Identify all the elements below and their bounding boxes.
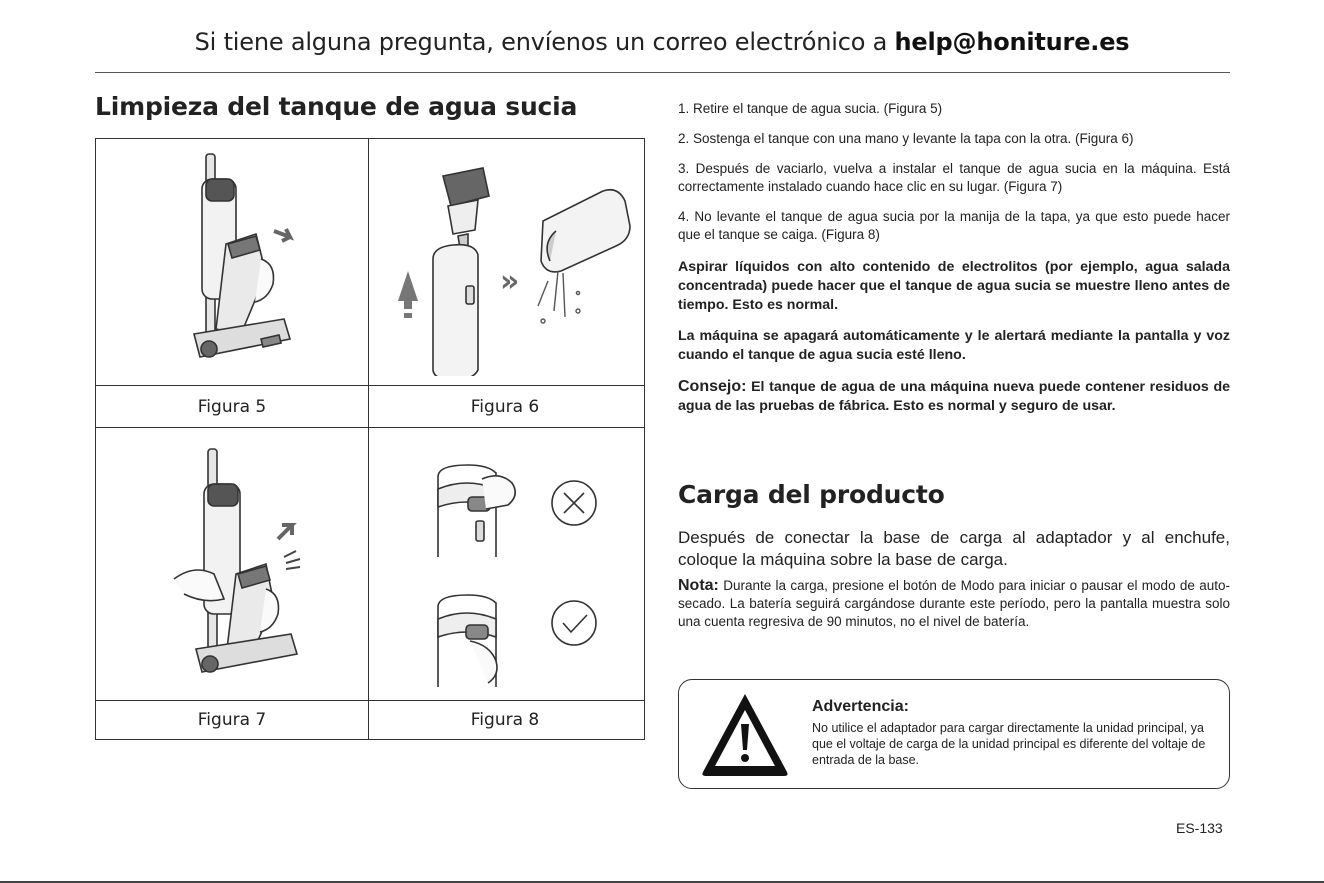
section-title-charging: Carga del producto [678, 480, 945, 509]
warning-triangle-icon [699, 688, 791, 780]
step-item: 3. Después de vaciarlo, vuelva a instalar el tanque de agua sucia en la máquina. Está correctamente instalado cuando hace clic en su lugar. (Figura 7) [678, 161, 1230, 194]
header-divider [95, 72, 1230, 73]
step-item: 2. Sostenga el tanque con una mano y levante la tapa con la otra. (Figura 6) [678, 131, 1134, 146]
section-title-cleaning: Limpieza del tanque de agua sucia [95, 92, 578, 121]
tip-label: Consejo: [678, 378, 747, 395]
note-label: Nota: [678, 577, 719, 594]
charging-instructions: Después de conectar la base de carga al adaptador y al enchufe, coloque la máquina sobre la base de carga. [678, 528, 1230, 569]
note-text: Durante la carga, presione el botón de Modo para iniciar o pausar el modo de auto-secado. La batería seguirá cargándose durante este período, pero la pantalla muestra solo una cuenta regresiva de 90 minutos, no el nivel de batería. [678, 578, 1230, 629]
figure-8-illustration [426, 439, 626, 689]
figure-grid [95, 138, 645, 740]
figure-5-caption: Figura 5 [197, 397, 267, 417]
grid-divider-vertical [368, 139, 369, 739]
svg-text:»: » [500, 264, 520, 299]
figure-6-illustration [388, 151, 638, 376]
page-header [0, 28, 1324, 56]
warning-box [678, 679, 1230, 789]
warning-title: Advertencia: [812, 698, 909, 715]
full-tank-note: La máquina se apagará automáticamente y le alertará mediante la pantalla y voz cuando el tanque de agua sucia esté lleno. [678, 328, 1230, 363]
figure-7-caption: Figura 7 [197, 710, 267, 730]
step-item: 4. No levante el tanque de agua sucia por la manija de la tapa, ya que esto puede hacer que el tanque se caiga. (Figura 8) [678, 209, 1230, 242]
electrolyte-note: Aspirar líquidos con alto contenido de electrolitos (por ejemplo, agua salada concentrada) puede hacer que el tanque de agua sucia se muestre lleno antes de tiempo. Esto es normal. [678, 259, 1230, 313]
figure-5-illustration [166, 149, 306, 379]
page-number: ES-133 [1176, 820, 1223, 836]
instructions-column [678, 100, 1230, 416]
step-item: 1. Retire el tanque de agua sucia. (Figura 5) [678, 101, 943, 116]
tip-paragraph [678, 377, 1230, 416]
figure-8-caption: Figura 8 [470, 710, 540, 730]
tip-text: El tanque de agua de una máquina nueva puede contener residuos de agua de las pruebas de fábrica. Esto es normal y seguro de usar. [678, 379, 1230, 414]
figure-6-caption: Figura 6 [470, 397, 540, 417]
header-email[interactable]: help@honiture.es [894, 28, 1130, 56]
figure-7-illustration [166, 439, 316, 689]
warning-body: No utilice el adaptador para cargar directamente la unidad principal, ya que el voltaje de carga de la unidad principal es diferente del voltaje de entrada de la base. [812, 721, 1206, 767]
header-text: Si tiene alguna pregunta, envíenos un correo electrónico a [194, 28, 895, 56]
charging-note [678, 577, 1230, 631]
